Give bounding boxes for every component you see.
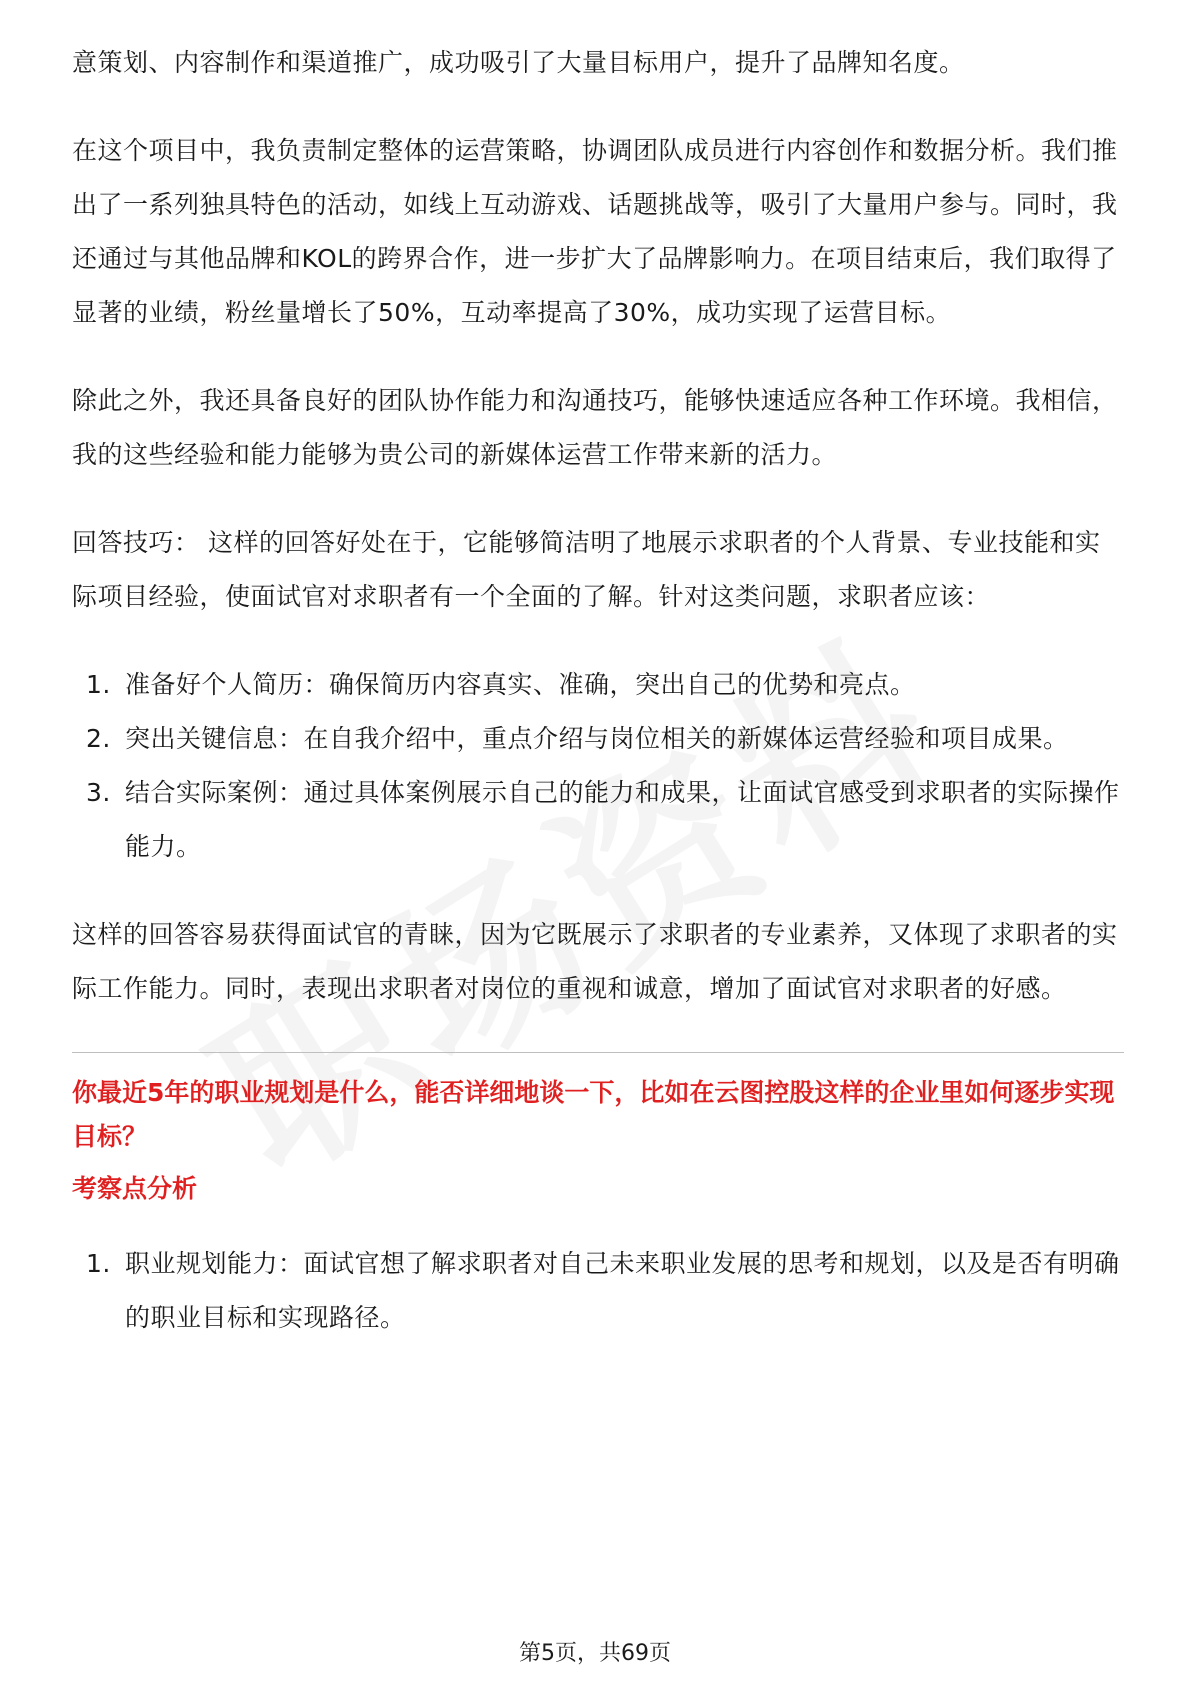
interview-question: 你最近5年的职业规划是什么，能否详细地谈一下，比如在云图控股这样的企业里如何逐步实现目标？ (72, 1078, 1115, 1151)
analysis-title: 考察点分析 (72, 1174, 198, 1203)
tips-list (72, 658, 1124, 874)
list-number: 1. (86, 670, 111, 699)
page-footer: 第5页，共69页 (519, 1641, 671, 1666)
list-text: 突出关键信息：在自我介绍中，重点介绍与岗位相关的新媒体运营经验和项目成果。 (125, 724, 1069, 753)
list-text: 结合实际案例：通过具体案例展示自己的能力和成果，让面试官感受到求职者的实际操作能力。 (125, 778, 1120, 861)
list-item (72, 712, 1124, 766)
analysis-list (72, 1237, 1124, 1345)
paragraph-2: 在这个项目中，我负责制定整体的运营策略，协调团队成员进行内容创作和数据分析。我们推出了一系列独具特色的活动，如线上互动游戏、话题挑战等，吸引了大量用户参与。同时，我还通过与其他品牌和KOL的跨界合作，进一步扩大了品牌影响力。在项目结束后，我们取得了显著的业绩，粉丝量增长了50%，互动率提高了30%，成功实现了运营目标。 (72, 136, 1118, 327)
paragraph-3: 除此之外，我还具备良好的团队协作能力和沟通技巧，能够快速适应各种工作环境。我相信，我的这些经验和能力能够为贵公司的新媒体运营工作带来新的活力。 (72, 386, 1118, 469)
paragraph-1: 意策划、内容制作和渠道推广，成功吸引了大量目标用户，提升了品牌知名度。 (72, 48, 965, 77)
paragraph-answer-tips: 回答技巧： 这样的回答好处在于，它能够简洁明了地展示求职者的个人背景、专业技能和实际项目经验，使面试官对求职者有一个全面的了解。针对这类问题，求职者应该： (72, 528, 1101, 611)
document-page (72, 36, 1124, 1345)
list-number: 3. (86, 778, 111, 807)
list-number: 2. (86, 724, 111, 753)
list-number: 1. (86, 1249, 111, 1278)
list-text: 职业规划能力：面试官想了解求职者对自己未来职业发展的思考和规划，以及是否有明确的职业目标和实现路径。 (125, 1249, 1120, 1332)
paragraph-5: 这样的回答容易获得面试官的青睐，因为它既展示了求职者的专业素养，又体现了求职者的实际工作能力。同时，表现出求职者对岗位的重视和诚意，增加了面试官对求职者的好感。 (72, 920, 1118, 1003)
list-text: 准备好个人简历：确保简历内容真实、准确，突出自己的优势和亮点。 (125, 670, 916, 699)
list-item (72, 1237, 1124, 1345)
list-item (72, 658, 1124, 712)
list-item (72, 766, 1124, 874)
